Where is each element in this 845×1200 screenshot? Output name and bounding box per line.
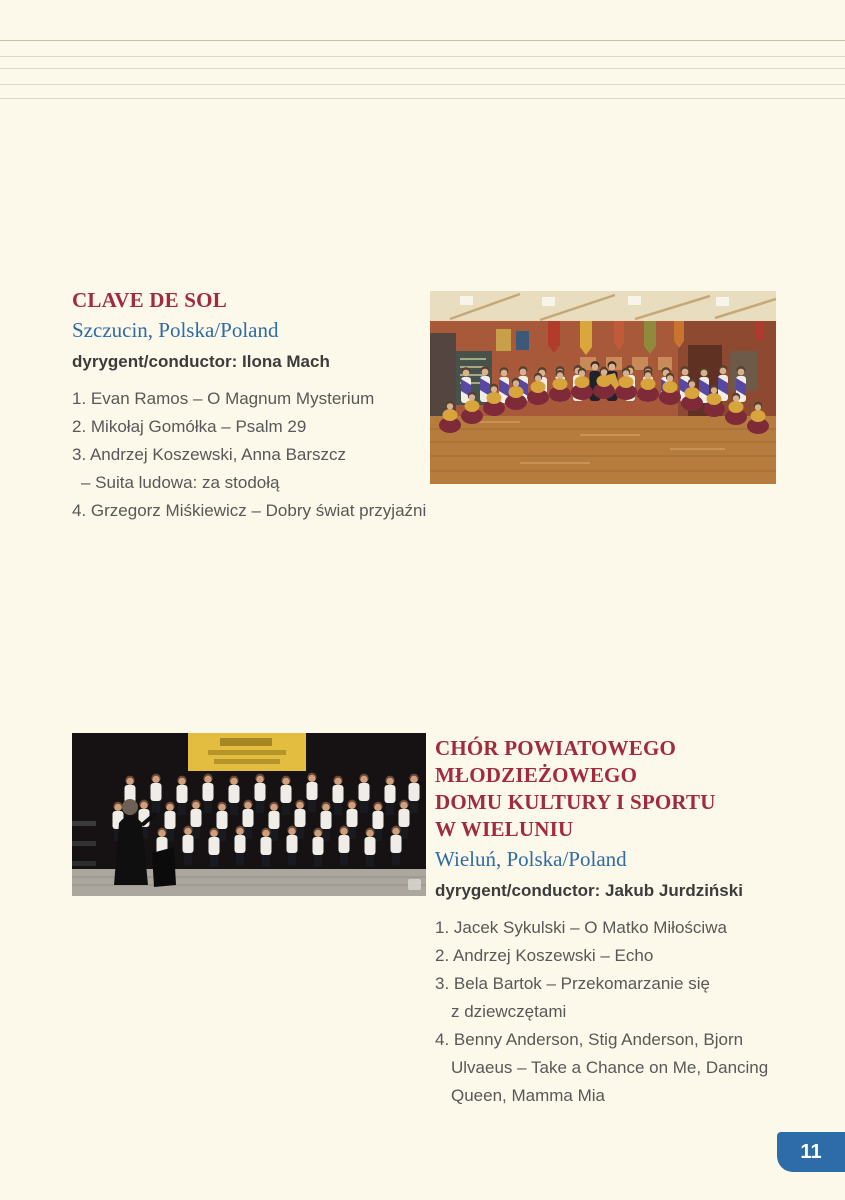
staff-line (0, 98, 845, 99)
choir-title-line: CHÓR POWIATOWEGO (435, 736, 677, 760)
choir-location: Wieluń, Polska/Poland (435, 847, 627, 871)
choir-title (435, 735, 835, 843)
repertoire-item: 3. Bela Bartok – Przekomarzanie się (435, 974, 710, 993)
repertoire-item-continuation: z dziewczętami (451, 1002, 567, 1021)
wielun-choir-photo (72, 733, 426, 896)
repertoire-item-continuation: Queen, Mamma Mia (451, 1086, 605, 1105)
stage-banner (188, 733, 306, 771)
choir-title-line: MŁODZIEŻOWEGO (435, 763, 638, 787)
repertoire-item: 2. Andrzej Koszewski – Echo (435, 946, 654, 965)
repertoire-item-continuation: – Suita ludowa: za stodołą (81, 473, 280, 492)
staff-line (0, 84, 845, 85)
repertoire-list (435, 914, 835, 1110)
staff-line (0, 68, 845, 69)
repertoire-item: 4. Grzegorz Miśkiewicz – Dobry świat przyjaźni (72, 501, 427, 520)
choir-location: Szczucin, Polska/Poland (72, 318, 279, 342)
staff-line (0, 56, 845, 57)
repertoire-item: 1. Evan Ramos – O Magnum Mysterium (72, 389, 375, 408)
repertoire-list (72, 385, 452, 525)
choir-title-line: W WIELUNIU (435, 817, 574, 841)
repertoire-item: 1. Jacek Sykulski – O Matko Miłościwa (435, 918, 727, 937)
repertoire-item: 2. Mikołaj Gomółka – Psalm 29 (72, 417, 307, 436)
entry-clave-de-sol (72, 287, 452, 525)
page-number-badge (777, 1132, 845, 1172)
page-number: 11 (800, 1140, 822, 1163)
repertoire-item: 4. Benny Anderson, Stig Anderson, Bjorn (435, 1030, 744, 1049)
choir-title-line: DOMU KULTURY I SPORTU (435, 790, 716, 814)
staff-line (0, 40, 845, 41)
choir-title: CLAVE DE SOL (72, 288, 227, 312)
conductor-line: dyrygent/conductor: Jakub Jurdziński (435, 881, 743, 900)
photo-watermark (408, 879, 421, 890)
clave-de-sol-choir-photo (430, 291, 776, 484)
repertoire-item-continuation: Ulvaeus – Take a Chance on Me, Dancing (451, 1058, 769, 1077)
conductor-line: dyrygent/conductor: Ilona Mach (72, 352, 330, 371)
entry-chor-powiatowego (435, 735, 835, 1110)
repertoire-item: 3. Andrzej Koszewski, Anna Barszcz (72, 445, 347, 464)
